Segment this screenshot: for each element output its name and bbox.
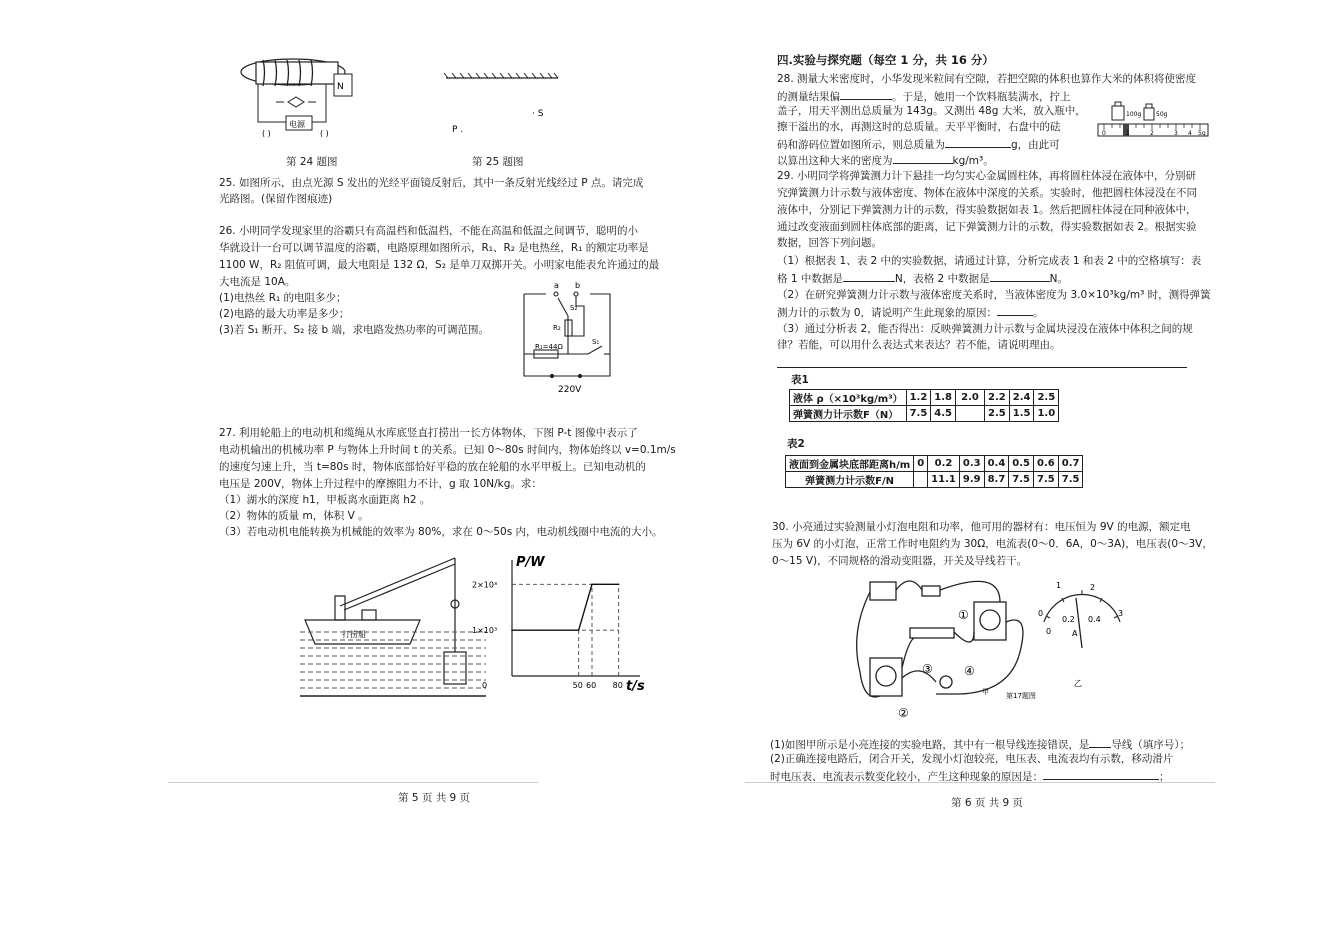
table-cell: 1.8: [931, 390, 956, 406]
fig25-caption: 第 25 题图: [472, 156, 524, 168]
fig24-electromagnet: [238, 52, 358, 144]
x-tick-label: 50: [572, 681, 583, 690]
q27-line-6: （2）物体的质量 m，体积 V 。: [219, 510, 369, 522]
q27-line-5: （1）湖水的深度 h1，甲板离水面距离 h2 。: [219, 494, 431, 506]
table2-head-depth: 液面到金属块底部距离h/m: [786, 456, 914, 472]
q26-line-7: (3)若 S₁ 断开、S₂ 接 b 端，求电路发热功率的可调范围。: [219, 324, 489, 336]
x-tick-label: 80: [612, 681, 623, 690]
table-cell: 7.5: [1058, 472, 1083, 488]
table-cell: 1.5: [1009, 406, 1034, 422]
table-cell: 0.2: [928, 456, 960, 472]
table1-label: 表1: [791, 374, 809, 386]
q26-r2: R₂: [553, 324, 561, 332]
right-footer-rule: [745, 782, 1215, 783]
q26-line-4: 大电流是 10A。: [219, 276, 296, 288]
table-cell: 2.5: [985, 406, 1010, 422]
ship-label: 打捞船: [342, 630, 366, 639]
table2: [785, 455, 1083, 488]
fig25-point-p: P .: [452, 125, 464, 135]
fig24-paren-right: ( ): [320, 129, 329, 138]
q26-line-6: (2)电路的最大功率是多少；: [219, 308, 350, 320]
q26-s1: S₁: [592, 338, 600, 346]
right-footer: 第 6 页 共 9 页: [951, 797, 1024, 809]
dial-0-2: 0.2: [1062, 615, 1075, 624]
weight-100g: 100g: [1126, 111, 1142, 118]
table-cell: 0: [914, 456, 928, 472]
q26-node-a: a: [554, 281, 559, 290]
q28-line-2: 的测量结果偏 。于是，她用一个饮料瓶装满水，拧上: [777, 87, 1071, 106]
table1-head-density: 液体 ρ（×10³kg/m³）: [790, 390, 907, 406]
q28-line-1: 28. 测量大米密度时，小华发现米粒间有空隙，若把空隙的体积也算作大米的体积将使密度: [777, 73, 1197, 85]
table-cell: 9.9: [959, 472, 984, 488]
table2-head-force: 弹簧测力计示数F/N: [786, 472, 914, 488]
wire-4-label: ④: [964, 664, 975, 678]
q29-line-7: 格 1 中数据是 N，表格 2 中数据是 N。: [777, 269, 1068, 288]
data-point: [511, 629, 513, 631]
table2-label: 表2: [787, 438, 805, 450]
table-cell: 0.5: [1009, 456, 1034, 472]
table-cell: 0.7: [1058, 456, 1083, 472]
q27-line-2: 电动机输出的机械功率 P 与物体上升时间 t 的关系。已知 0～80s 时间内，物体始终以 v=0.1m/s: [219, 444, 676, 456]
q30-line-2: 压为 6V 的小灯泡，正常工作时电阻约为 30Ω，电流表(0～0．6A，0～3A)，电压表(0～3V，: [772, 538, 1213, 550]
q30-sub-3: 时电压表、电流表示数变化较小，产生这种现象的原因是： ；: [770, 767, 1170, 786]
q27-line-7: （3）若电动机电能转换为机械能的效率为 80%，求在 0～50s 内，电动机线圈中电流的大小。: [219, 526, 663, 538]
ammeter-dial: [1032, 578, 1132, 690]
table-cell: 2.2: [985, 390, 1010, 406]
y-tick-label: 1×10³: [472, 626, 498, 636]
table-cell: 0.4: [984, 456, 1009, 472]
wire-1-label: ①: [958, 608, 969, 622]
q30-circuit-figure: [850, 572, 1050, 722]
q29-line-2: 究弹簧测力计示数与液体密度、物体在液体中深度的关系。实验时，他把圆柱体浸没在不同: [777, 187, 1197, 199]
table-cell: 1.0: [1034, 406, 1059, 422]
table2-row-force: [786, 472, 1083, 488]
table-cell: 2.5: [1034, 390, 1059, 406]
table1-row-force: [790, 406, 1059, 422]
q26-voltage: 220V: [558, 385, 582, 395]
table-cell-blank: [914, 472, 928, 488]
dial-2: 2: [1090, 583, 1096, 592]
q30-sub-1: (1)如图甲所示是小亮连接的实验电路，其中有一根导线连接错误，是 导线（填序号）；: [770, 735, 1190, 754]
q29-line-8: （2）在研究弹簧测力计示数与液体密度关系时，当液体密度为 3.0×10³kg/m³ 时，测得弹簧: [777, 289, 1211, 301]
q26-node-b: b: [575, 281, 581, 290]
fig25-point-s: · S: [532, 109, 544, 119]
fig-jia-label: 甲: [982, 688, 989, 696]
q26-line-5: (1)电热丝 R₁ 的电阻多少；: [219, 292, 347, 304]
dial-3: 3: [1118, 609, 1124, 618]
q28-line-6: 以算出这种大米的密度为 kg/m³。: [777, 151, 994, 170]
series-line-p: [512, 584, 619, 630]
scale-1: 1: [1126, 130, 1130, 137]
q26-line-2: 华就设计一台可以调节温度的浴霸，电路原理如图所示，R₁、R₂ 是电热丝，R₁ 的额定功率是: [219, 242, 649, 254]
table-cell: 2.4: [1009, 390, 1034, 406]
q27-line-3: 的速度匀速上升，当 t=80s 时，物体底部恰好平稳的放在轮船的水平甲板上。已知电动机的: [219, 461, 646, 473]
fig25-mirror: [440, 70, 580, 140]
q28-line-4: 擦干溢出的水，再测这时的总质量。天平平衡时，右盘中的砝: [777, 121, 1061, 133]
q28-line-5: 码和游码位置如图所示，则总质量为 g，由此可: [777, 135, 1060, 154]
q25-line-1: 25. 如图所示，由点光源 S 发出的光经平面镜反射后，其中一条反射光线经过 P 点。请完成: [219, 177, 644, 189]
table-cell-blank: [956, 406, 985, 422]
q28-line-3: 盖子，用天平测出总质量为 143g。又测出 48g 大米，放入瓶中，: [777, 105, 1086, 117]
x-axis-label: t/s: [626, 679, 645, 694]
q29-line-1: 29. 小明同学将弹簧测力计下悬挂一均匀实心金属圆柱体，再将圆柱体浸在液体中，分别研: [777, 170, 1197, 182]
wire-3-label: ③: [922, 662, 933, 676]
left-footer-rule: [168, 782, 538, 783]
table-cell: 2.0: [956, 390, 985, 406]
left-footer: 第 5 页 共 9 页: [398, 792, 471, 804]
x-tick-label: 60: [586, 681, 597, 690]
x-tick-label: 0: [482, 681, 488, 690]
fig-yi-label: 乙: [1074, 679, 1082, 688]
table-cell: 7.5: [906, 406, 931, 422]
table2-row-depth: [786, 456, 1083, 472]
q25-line-2: 光路图。(保留作图痕迹): [219, 193, 333, 205]
q26-s2: S₂: [570, 304, 578, 312]
q29-line-6: （1）根据表 1、表 2 中的实验数据，请通过计算，分析完成表 1 和表 2 中的空格填写：表: [777, 255, 1202, 267]
q29-line-4: 通过改变液面到圆柱体底部的距离，记下弹簧测力计的示数，得实验数据如表 2。根据实验: [777, 221, 1197, 233]
dial-0: 0: [1038, 609, 1044, 618]
q26-line-1: 26. 小明同学发现家里的浴霸只有高温档和低温档，不能在高温和低温之间调节，聪明的小: [219, 225, 639, 237]
q29-line-10: （3）通过分析表 2，能否得出：反映弹簧测力计示数与金属块浸没在液体中体积之间的规: [777, 323, 1193, 335]
y-axis-label: P/W: [516, 555, 545, 570]
table1-head-force: 弹簧测力计示数F（N）: [790, 406, 907, 422]
dial-0-4: 0.4: [1088, 615, 1101, 624]
data-point: [578, 629, 580, 631]
table1-row-density: [790, 390, 1059, 406]
scale-4: 4: [1188, 130, 1192, 137]
fig24-caption: 第 24 题图: [286, 156, 338, 168]
q29-line-3: 液体中，分别记下弹簧测力计的示数，得实验数据如表 1。然后把圆柱体浸在同种液体中，: [777, 204, 1197, 216]
scale-3: 3: [1174, 130, 1178, 137]
q29-line-9: 测力计的示数为 0，请说明产生此现象的原因： 。: [777, 303, 1044, 322]
q27-line-4: 电压是 200V，物体上升过程中的摩擦阻力不计，g 取 10N/kg。求：: [219, 478, 542, 490]
q26-circuit: [518, 280, 618, 398]
scale-5g: 5g: [1198, 130, 1206, 137]
table1: [789, 389, 1059, 422]
scale-0: 0: [1102, 130, 1106, 137]
fig17-caption: 第17题图: [1006, 692, 1036, 700]
q30-line-3: 0～15 V)，不同规格的滑动变阻器，开关及导线若干。: [772, 555, 1028, 567]
fig24-power-label: 电源: [289, 120, 305, 129]
fig24-n-label: N: [337, 82, 344, 92]
data-point: [618, 584, 620, 586]
dial-unit: A: [1072, 629, 1078, 638]
wire-2-label: ②: [898, 706, 909, 720]
table-cell: 7.5: [1034, 472, 1059, 488]
table-cell: 11.1: [928, 472, 960, 488]
dial-lower-0: 0: [1046, 627, 1052, 636]
scale-2: 2: [1150, 130, 1154, 137]
q26-r1: R₁=44Ω: [535, 343, 563, 351]
q27-line-1: 27. 利用轮船上的电动机和缆绳从水库底竖直打捞出一长方体物体，下图 P-t 图像中表示了: [219, 427, 638, 439]
q29-line-5: 数据，回答下列问题。: [777, 237, 882, 249]
data-point: [591, 584, 593, 586]
pt-chart: [470, 550, 650, 698]
table-cell: 8.7: [984, 472, 1009, 488]
q29-answer-line: [777, 367, 1187, 368]
table-cell: 4.5: [931, 406, 956, 422]
q28-balance-figure: [1096, 96, 1212, 142]
dial-1: 1: [1056, 581, 1062, 590]
q30-line-1: 30. 小亮通过实验测量小灯泡电阻和功率，他可用的器材有：电压恒为 9V 的电源，额定电: [772, 521, 1191, 533]
fig24-paren-left: ( ): [262, 129, 271, 138]
q26-line-3: 1100 W，R₂ 阻值可调，最大电阻是 132 Ω，S₂ 是单刀双掷开关。小明家电能表允许通过的最: [219, 259, 660, 271]
table-cell: 7.5: [1009, 472, 1034, 488]
q27-ship-figure: [300, 556, 490, 701]
table-cell: 0.6: [1034, 456, 1059, 472]
table-cell: 1.2: [906, 390, 931, 406]
weight-50g: 50g: [1156, 111, 1168, 118]
q30-sub-2: (2)正确连接电路后，闭合开关，发现小灯泡较亮，电压表、电流表均有示数，移动滑片: [770, 753, 1174, 765]
table-cell: 0.3: [959, 456, 984, 472]
q29-line-11: 律？若能，可以用什么表达式来表达？若不能，请说明理由。: [777, 339, 1061, 351]
section-heading: 四.实验与探究题（每空 1 分，共 16 分）: [777, 53, 994, 67]
y-tick-label: 2×10³: [472, 580, 498, 590]
